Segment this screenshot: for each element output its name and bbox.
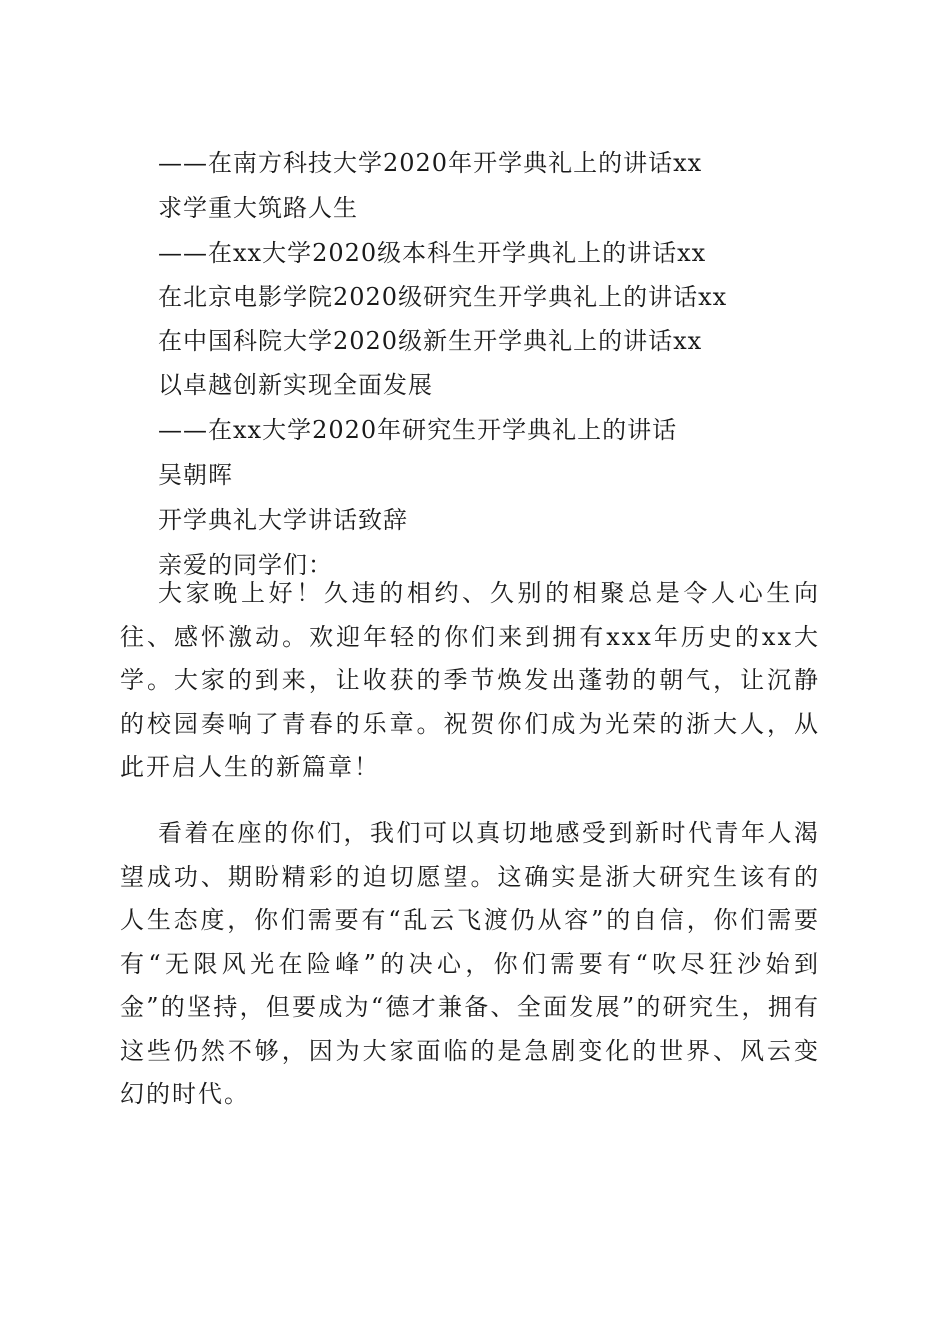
author-line: 吴朝晖 (158, 461, 233, 489)
title-line-4: 在北京电影学院2020级研究生开学典礼上的讲话xx (158, 283, 728, 311)
subtitle-line-7: ——在xx大学2020年研究生开学典礼上的讲话 (158, 416, 678, 444)
title-line-2: 求学重大筑路人生 (158, 194, 358, 222)
body-paragraph-2: 看着在座的你们，我们可以真切地感受到新时代青年人渴望成功、期盼精彩的迫切愿望。这确实是浙大研究生该有的人生态度，你们需要有“乱云飞渡仍从容”的自信，你们需要有“无限风光在险峰”的决心，你们需要有“吹尽狂沙始到金”的坚持，但要成为“德才兼备、全面发展”的研究生，拥有这些仍然不够，因为大家面临的是急剧变化的世界、风云变幻的时代。 (120, 819, 820, 1108)
category-line: 开学典礼大学讲话致辞 (158, 506, 408, 534)
subtitle-line-1: ——在南方科技大学2020年开学典礼上的讲话xx (158, 149, 703, 177)
body-paragraph-1: 大家晚上好！久违的相约、久别的相聚总是令人心生向往、感怀激动。欢迎年轻的你们来到拥有xxx年历史的xx大学。大家的到来，让收获的季节焕发出蓬勃的朝气，让沉静的校园奏响了青春的乐章。祝贺你们成为光荣的浙大人，从此开启人生的新篇章！ (120, 579, 820, 781)
title-line-5: 在中国科院大学2020级新生开学典礼上的讲话xx (158, 327, 703, 355)
title-line-6: 以卓越创新实现全面发展 (158, 371, 433, 399)
salutation-line: 亲爱的同学们： (158, 551, 333, 579)
subtitle-line-3: ——在xx大学2020级本科生开学典礼上的讲话xx (158, 239, 707, 267)
